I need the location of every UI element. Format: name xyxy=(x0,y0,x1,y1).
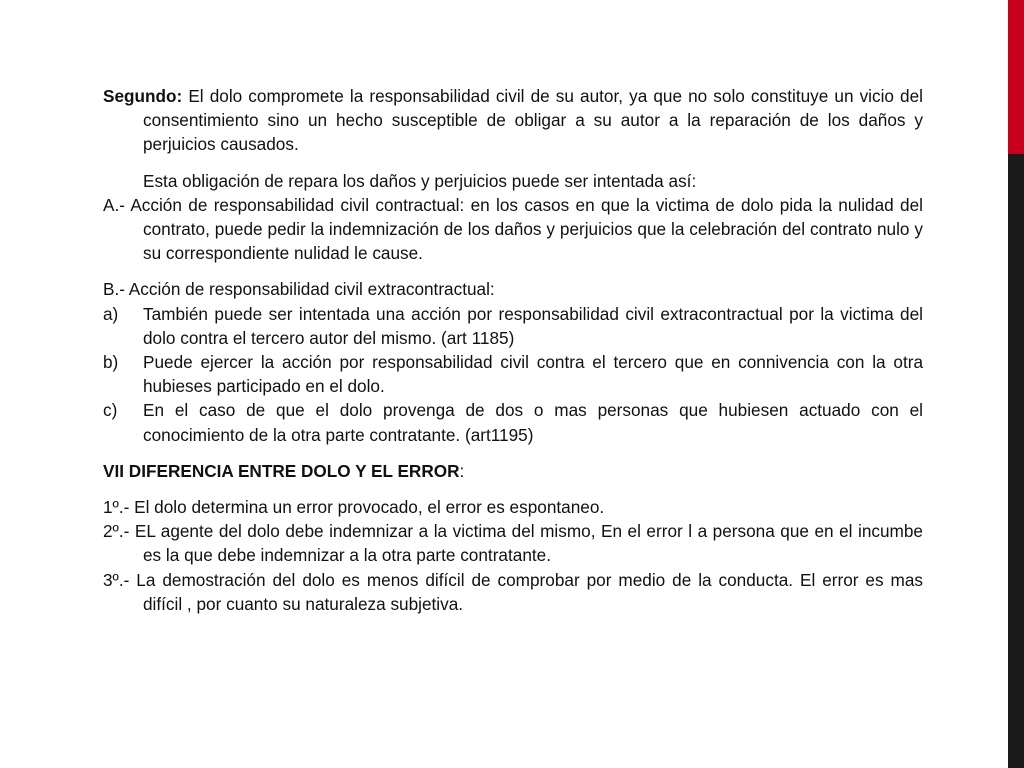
diferencia-item: 1º.- El dolo determina un error provocado, el error es espontaneo. xyxy=(103,497,605,518)
list-marker: a) xyxy=(103,303,119,324)
segundo-paragraph xyxy=(103,84,923,157)
diferencia-item: 3º.- La demostración del dolo es menos difícil de comprobar por medio de la conducta. El error es mas difícil , por cuanto su naturaleza subjetiva. xyxy=(103,569,923,614)
list-marker: c) xyxy=(103,400,118,421)
list-marker: b) xyxy=(103,352,119,373)
list-item xyxy=(103,350,923,398)
section-heading xyxy=(103,459,923,483)
accion-a-paragraph: A.- Acción de responsabilidad civil contractual: en los casos en que la victima de dolo pida la nulidad del contrato, puede pedir la indemnización de los daños y perjuicios que la celebración del contrato nulo y su correspondiente nulidad le cause. xyxy=(103,194,923,264)
section-heading-text: VII DIFERENCIA ENTRE DOLO Y EL ERROR xyxy=(103,460,460,481)
list-item xyxy=(103,398,923,446)
accent-bar-red xyxy=(1008,0,1024,154)
list-item-text: También puede ser intentada una acción por responsabilidad civil extracontractual por la victima del dolo contra el tercero autor del mismo. (art 1185) xyxy=(143,303,923,348)
list-item xyxy=(103,302,923,350)
accent-bar-black xyxy=(1008,154,1024,768)
obligacion-paragraph: Esta obligación de repara los daños y perjuicios puede ser intentada así: xyxy=(143,170,697,191)
list-item-text: Puede ejercer la acción por responsabilidad civil contra el tercero que en connivencia con la otra hubieses participado en el dolo. xyxy=(143,352,923,397)
segundo-label: Segundo: xyxy=(103,86,183,106)
accion-b-paragraph: B.- Acción de responsabilidad civil extracontractual: xyxy=(103,279,495,300)
diferencia-item: 2º.- EL agente del dolo debe indemnizar a la victima del mismo, En el error l a persona que en el incumbe es la que debe indemnizar a la otra parte contratante. xyxy=(103,521,923,566)
segundo-text: El dolo compromete la responsabilidad civil de su autor, ya que no solo constituye un vicio del consentimiento sino un hecho susceptible de obligar a su autor a la reparación de los daños y perjuicios causados. xyxy=(143,86,923,155)
section-heading-colon: : xyxy=(459,460,465,481)
slide-content xyxy=(103,84,923,616)
list-item-text: En el caso de que el dolo provenga de dos o mas personas que hubiesen actuado con el conocimiento de la otra parte contratante. (art1195) xyxy=(143,400,923,445)
